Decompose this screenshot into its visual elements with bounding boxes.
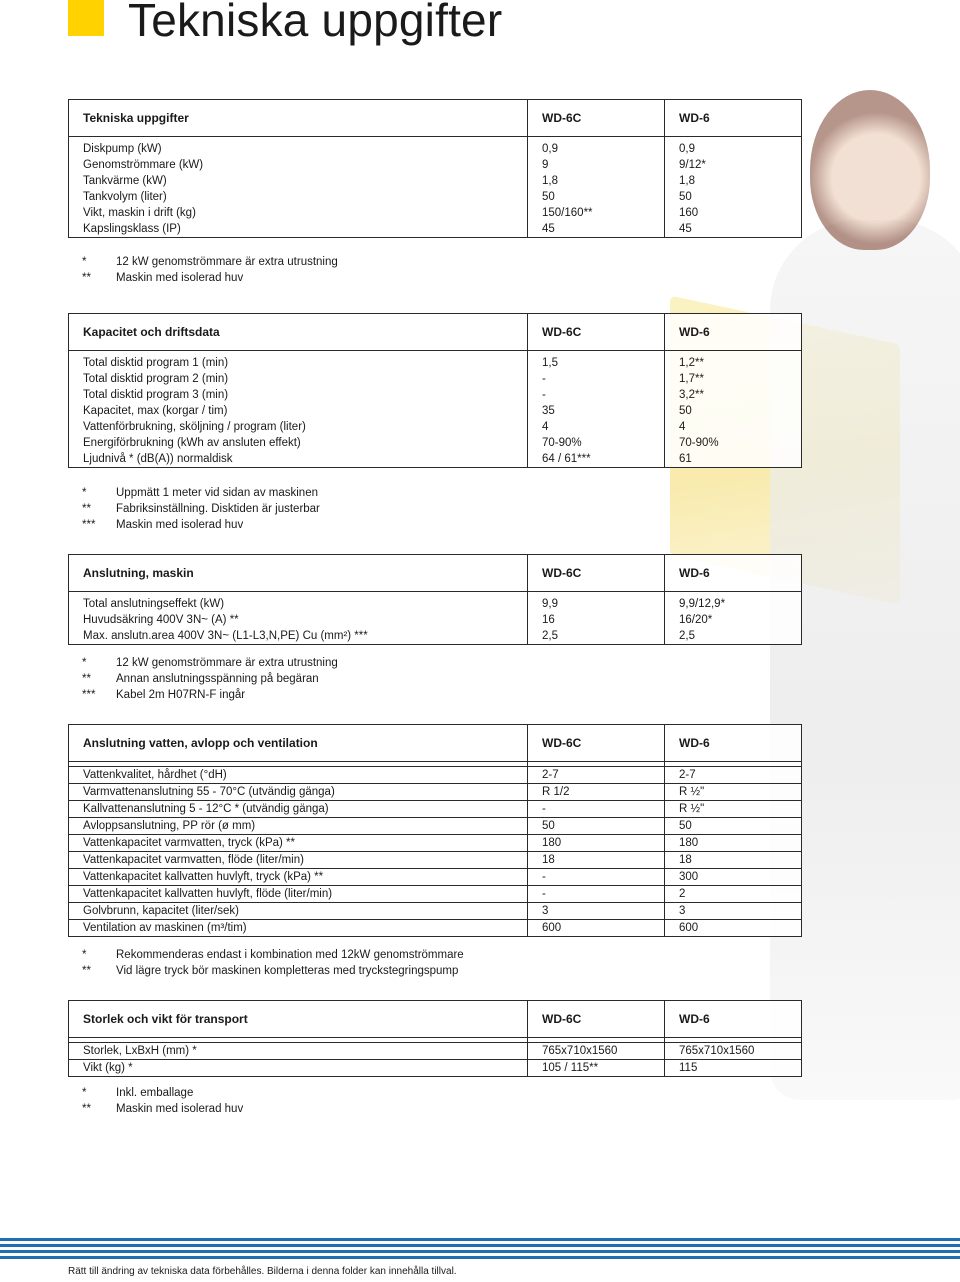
column-heading-wd6c: WD-6C	[528, 314, 665, 351]
column-heading-wd6: WD-6	[665, 100, 802, 137]
footnote: *** Kabel 2m H07RN-F ingår	[82, 689, 246, 701]
table-row: Vattenförbrukning, sköljning / program (liter) 4 4	[69, 419, 802, 435]
table-row: Varmvattenanslutning 55 - 70°C (utvändig gänga) R 1/2 R ½"	[69, 784, 802, 801]
table-row: Total disktid program 3 (min) - 3,2**	[69, 387, 802, 403]
table-row: Total disktid program 1 (min) 1,5 1,2**	[69, 355, 802, 371]
table-row: Energiförbrukning (kWh av ansluten effekt) 70-90% 70-90%	[69, 435, 802, 451]
footnote: ** Maskin med isolerad huv	[82, 1103, 244, 1115]
table-row: Huvudsäkring 400V 3N~ (A) ** 16 16/20*	[69, 612, 802, 628]
page-title: Tekniska uppgifter	[128, 0, 503, 46]
column-heading-wd6c: WD-6C	[528, 100, 665, 137]
section-technical	[68, 99, 801, 238]
footnote: * Uppmätt 1 meter vid sidan av maskinen	[82, 487, 318, 499]
table-row: Golvbrunn, kapacitet (liter/sek) 3 3	[69, 903, 802, 920]
table-row: Vattenkapacitet kallvatten huvlyft, tryck (kPa) ** - 300	[69, 869, 802, 886]
footnotes	[82, 485, 320, 533]
footer-disclaimer: Rätt till ändring av tekniska data förbehålles. Bilderna i denna folder kan innehålla tillval.	[68, 1266, 457, 1277]
section-size-weight	[68, 1000, 801, 1077]
spec-table	[68, 99, 802, 238]
table-row: Kapacitet, max (korgar / tim) 35 50	[69, 403, 802, 419]
table-row: Ventilation av maskinen (m³/tim) 600 600	[69, 920, 802, 937]
table-row: Kallvattenanslutning 5 - 12°C * (utvändig gänga) - R ½"	[69, 801, 802, 818]
table-row: Max. anslutn.area 400V 3N~ (L1-L3,N,PE) Cu (mm²) *** 2,5 2,5	[69, 628, 802, 645]
section-connection-machine	[68, 554, 801, 645]
table-row: Storlek, LxBxH (mm) * 765x710x1560 765x710x1560	[69, 1043, 802, 1060]
table-heading: Anslutning vatten, avlopp och ventilation	[69, 725, 528, 762]
column-heading-wd6c: WD-6C	[528, 725, 665, 762]
section-capacity	[68, 313, 801, 468]
table-row: Avloppsanslutning, PP rör (ø mm) 50 50	[69, 818, 802, 835]
section-water-connection	[68, 724, 801, 937]
title-accent-square	[68, 0, 104, 36]
footnote: * 12 kW genomströmmare är extra utrustning	[82, 657, 338, 669]
table-heading: Kapacitet och driftsdata	[69, 314, 528, 351]
footnote: * 12 kW genomströmmare är extra utrustning	[82, 256, 338, 268]
spec-table	[68, 313, 802, 468]
table-heading: Anslutning, maskin	[69, 555, 528, 592]
footnotes	[82, 254, 338, 286]
footnote: ** Fabriksinställning. Disktiden är justerbar	[82, 503, 320, 515]
table-heading: Storlek och vikt för transport	[69, 1001, 528, 1038]
table-row: Diskpump (kW) 0,9 0,9	[69, 141, 802, 157]
footnote: ** Annan anslutningsspänning på begäran	[82, 673, 319, 685]
table-row: Vattenkapacitet varmvatten, flöde (liter/min) 18 18	[69, 852, 802, 869]
table-row: Vikt, maskin i drift (kg) 150/160** 160	[69, 205, 802, 221]
footnote: ** Vid lägre tryck bör maskinen kompletteras med tryckstegringspump	[82, 965, 459, 977]
spec-table	[68, 554, 802, 645]
column-heading-wd6c: WD-6C	[528, 1001, 665, 1038]
column-heading-wd6c: WD-6C	[528, 555, 665, 592]
table-row: Tankvärme (kW) 1,8 1,8	[69, 173, 802, 189]
person-head-shape	[810, 90, 930, 250]
column-heading-wd6: WD-6	[665, 725, 802, 762]
table-row: Tankvolym (liter) 50 50	[69, 189, 802, 205]
table-row: Ljudnivå * (dB(A)) normaldisk 64 / 61*** 61	[69, 451, 802, 468]
footnote: * Rekommenderas endast i kombination med 12kW genomströmmare	[82, 949, 464, 961]
footnote: * Inkl. emballage	[82, 1087, 194, 1099]
footnotes	[82, 947, 464, 979]
column-heading-wd6: WD-6	[665, 555, 802, 592]
column-heading-wd6: WD-6	[665, 1001, 802, 1038]
footnotes	[82, 655, 338, 703]
table-row: Kapslingsklass (IP) 45 45	[69, 221, 802, 238]
table-row: Total disktid program 2 (min) - 1,7**	[69, 371, 802, 387]
table-row: Genomströmmare (kW) 9 9/12*	[69, 157, 802, 173]
column-heading-wd6: WD-6	[665, 314, 802, 351]
bottom-stripe	[0, 1238, 960, 1262]
table-row: Total anslutningseffekt (kW) 9,9 9,9/12,9*	[69, 596, 802, 612]
footnote: *** Maskin med isolerad huv	[82, 519, 244, 531]
table-row: Vattenkapacitet varmvatten, tryck (kPa) ** 180 180	[69, 835, 802, 852]
spec-table	[68, 1000, 802, 1077]
spec-table	[68, 724, 802, 937]
table-row: Vattenkapacitet kallvatten huvlyft, flöde (liter/min) - 2	[69, 886, 802, 903]
table-row: Vikt (kg) * 105 / 115** 115	[69, 1060, 802, 1077]
footnote: ** Maskin med isolerad huv	[82, 272, 244, 284]
footnotes	[82, 1085, 243, 1117]
table-heading: Tekniska uppgifter	[69, 100, 528, 137]
table-row: Vattenkvalitet, hårdhet (°dH) 2-7 2-7	[69, 767, 802, 784]
